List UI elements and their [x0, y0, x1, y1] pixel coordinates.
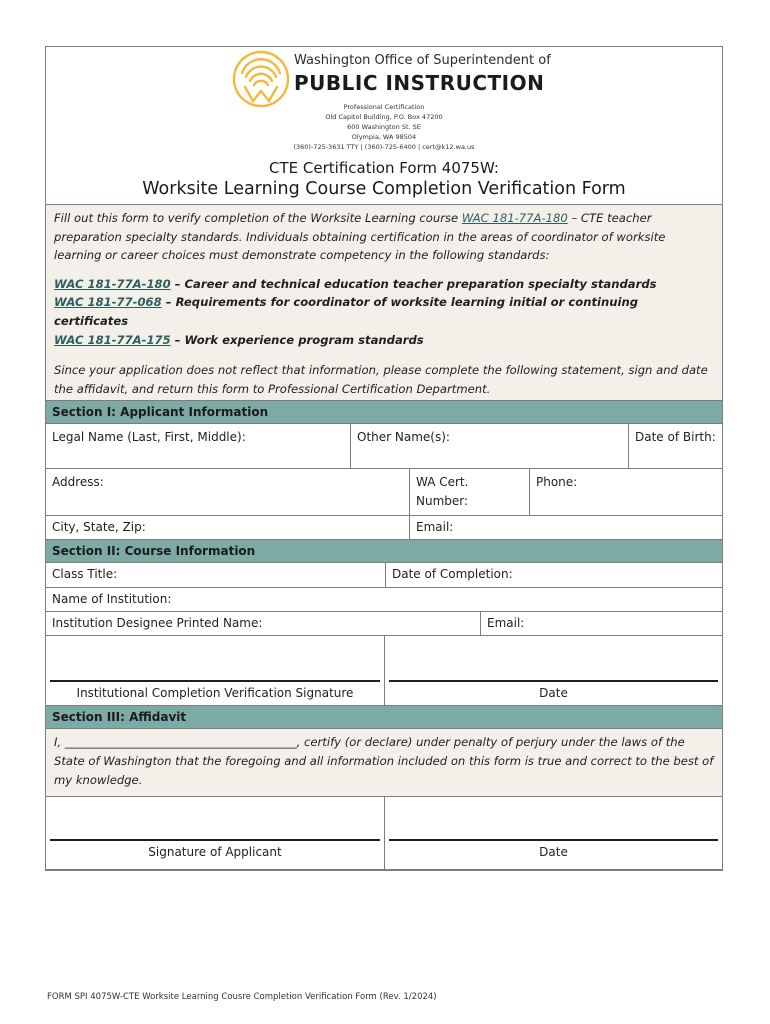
address-line: 600 Washington St. SE [347, 123, 421, 131]
cert-number-field[interactable] [409, 469, 529, 515]
form-container [45, 46, 723, 871]
date-label: Date [539, 845, 568, 860]
institution-signature-field[interactable] [46, 636, 384, 705]
signature-line [389, 680, 718, 682]
designee-email-field[interactable] [480, 612, 722, 635]
applicant-signature-row [46, 797, 722, 870]
address-line: Professional Certification [343, 103, 425, 111]
applicant-row-2 [46, 469, 722, 516]
standard-desc: – Career and technical education teacher preparation specialty standards [170, 276, 657, 291]
legal-name-field[interactable] [46, 424, 350, 468]
signature-line [50, 839, 380, 841]
course-signature-row [46, 636, 722, 706]
address-line: Olympia, WA 98504 [351, 133, 417, 141]
applicant-row-3 [46, 516, 722, 540]
course-row-1 [46, 563, 722, 588]
intro-text: – CTE teacher preparation specialty standards. Individuals obtaining certification in the areas of coordinator of worksite learning or career choices must demonstrate competency in the following standards: [54, 211, 666, 263]
form-title: Worksite Learning Course Completion Verification Form [142, 179, 626, 199]
applicant-signature-field[interactable] [46, 797, 384, 869]
field-label: Email: [487, 616, 525, 631]
field-label: Date of Completion: [392, 567, 513, 582]
field-label: Number: [416, 494, 469, 509]
field-label: Legal Name (Last, First, Middle): [52, 430, 246, 445]
statement-paragraph: Since your application does not reflect that information, please complete the following statement, sign and date the affidavit, and return this form to Professional Certification Department. [54, 363, 708, 396]
standard-item [54, 331, 714, 350]
address-line: Old Capitol Building, P.O. Box 47200 [325, 113, 443, 121]
applicant-date-field[interactable] [384, 797, 722, 869]
field-label: City, State, Zip: [52, 520, 146, 535]
affidavit-text: I, ________________________________________, certify (or declare) under penalty of perjury under the laws of the State of Washington that the foregoing and all information included on this form is true and correct to the best of my knowledge. [46, 729, 722, 797]
agency-name-line2: PUBLIC INSTRUCTION [294, 71, 545, 95]
field-label: Email: [416, 520, 454, 535]
section2-title: Section II: Course Information [46, 540, 722, 563]
wac-link[interactable]: WAC 181-77A-180 [461, 211, 568, 225]
city-state-zip-field[interactable] [46, 516, 409, 539]
address-line: (360)-725-3631 TTY | (360)-725-6400 | cert@k12.wa.us [293, 143, 475, 151]
wac-link[interactable]: WAC 181-77-068 [54, 295, 162, 310]
agency-name-line1: Washington Office of Superintendent of [294, 53, 551, 68]
class-title-field[interactable] [46, 563, 385, 587]
phone-field[interactable] [529, 469, 722, 515]
field-label: Phone: [536, 475, 578, 490]
form-header [46, 47, 722, 205]
form-number: CTE Certification Form 4075W: [269, 159, 499, 177]
field-label: Date of Birth: [635, 430, 716, 445]
signature-line [389, 839, 718, 841]
address-field[interactable] [46, 469, 409, 515]
standard-desc: – Requirements for coordinator of worksite learning initial or continuing certificates [54, 295, 639, 328]
applicant-row-1 [46, 424, 722, 469]
email-field[interactable] [409, 516, 722, 539]
signature-line [50, 680, 380, 682]
intro-block [46, 205, 722, 401]
wac-link[interactable]: WAC 181-77A-180 [54, 276, 171, 291]
form-footer: FORM SPI 4075W-CTE Worksite Learning Cousre Completion Verification Form (Rev. 1/2024) [47, 992, 437, 1002]
field-label: WA Cert. [416, 475, 469, 490]
field-label: Name of Institution: [52, 592, 172, 607]
standard-item [54, 275, 714, 294]
field-label: Institution Designee Printed Name: [52, 616, 263, 631]
standard-item [54, 293, 714, 330]
intro-text: Fill out this form to verify completion of the Worksite Learning course [54, 211, 462, 225]
dob-field[interactable] [628, 424, 722, 468]
date-label: Date [539, 686, 568, 701]
course-row-3 [46, 612, 722, 636]
field-label: Class Title: [52, 567, 118, 582]
institution-date-field[interactable] [384, 636, 722, 705]
section1-title: Section I: Applicant Information [46, 401, 722, 424]
intro-paragraph [54, 209, 714, 265]
standards-list [54, 275, 714, 349]
field-label: Other Name(s): [357, 430, 450, 445]
field-label: Address: [52, 475, 104, 490]
course-row-2 [46, 588, 722, 612]
wac-link[interactable]: WAC 181-77A-175 [54, 332, 171, 347]
ospi-logo-icon [231, 49, 291, 109]
standard-desc: – Work experience program standards [170, 332, 424, 347]
designee-name-field[interactable] [46, 612, 480, 635]
completion-date-field[interactable] [385, 563, 722, 587]
section3-title: Section III: Affidavit [46, 706, 722, 729]
institution-field[interactable] [46, 588, 722, 611]
other-names-field[interactable] [350, 424, 628, 468]
signature-label: Institutional Completion Verification Signature [76, 686, 354, 701]
signature-label: Signature of Applicant [148, 845, 282, 860]
